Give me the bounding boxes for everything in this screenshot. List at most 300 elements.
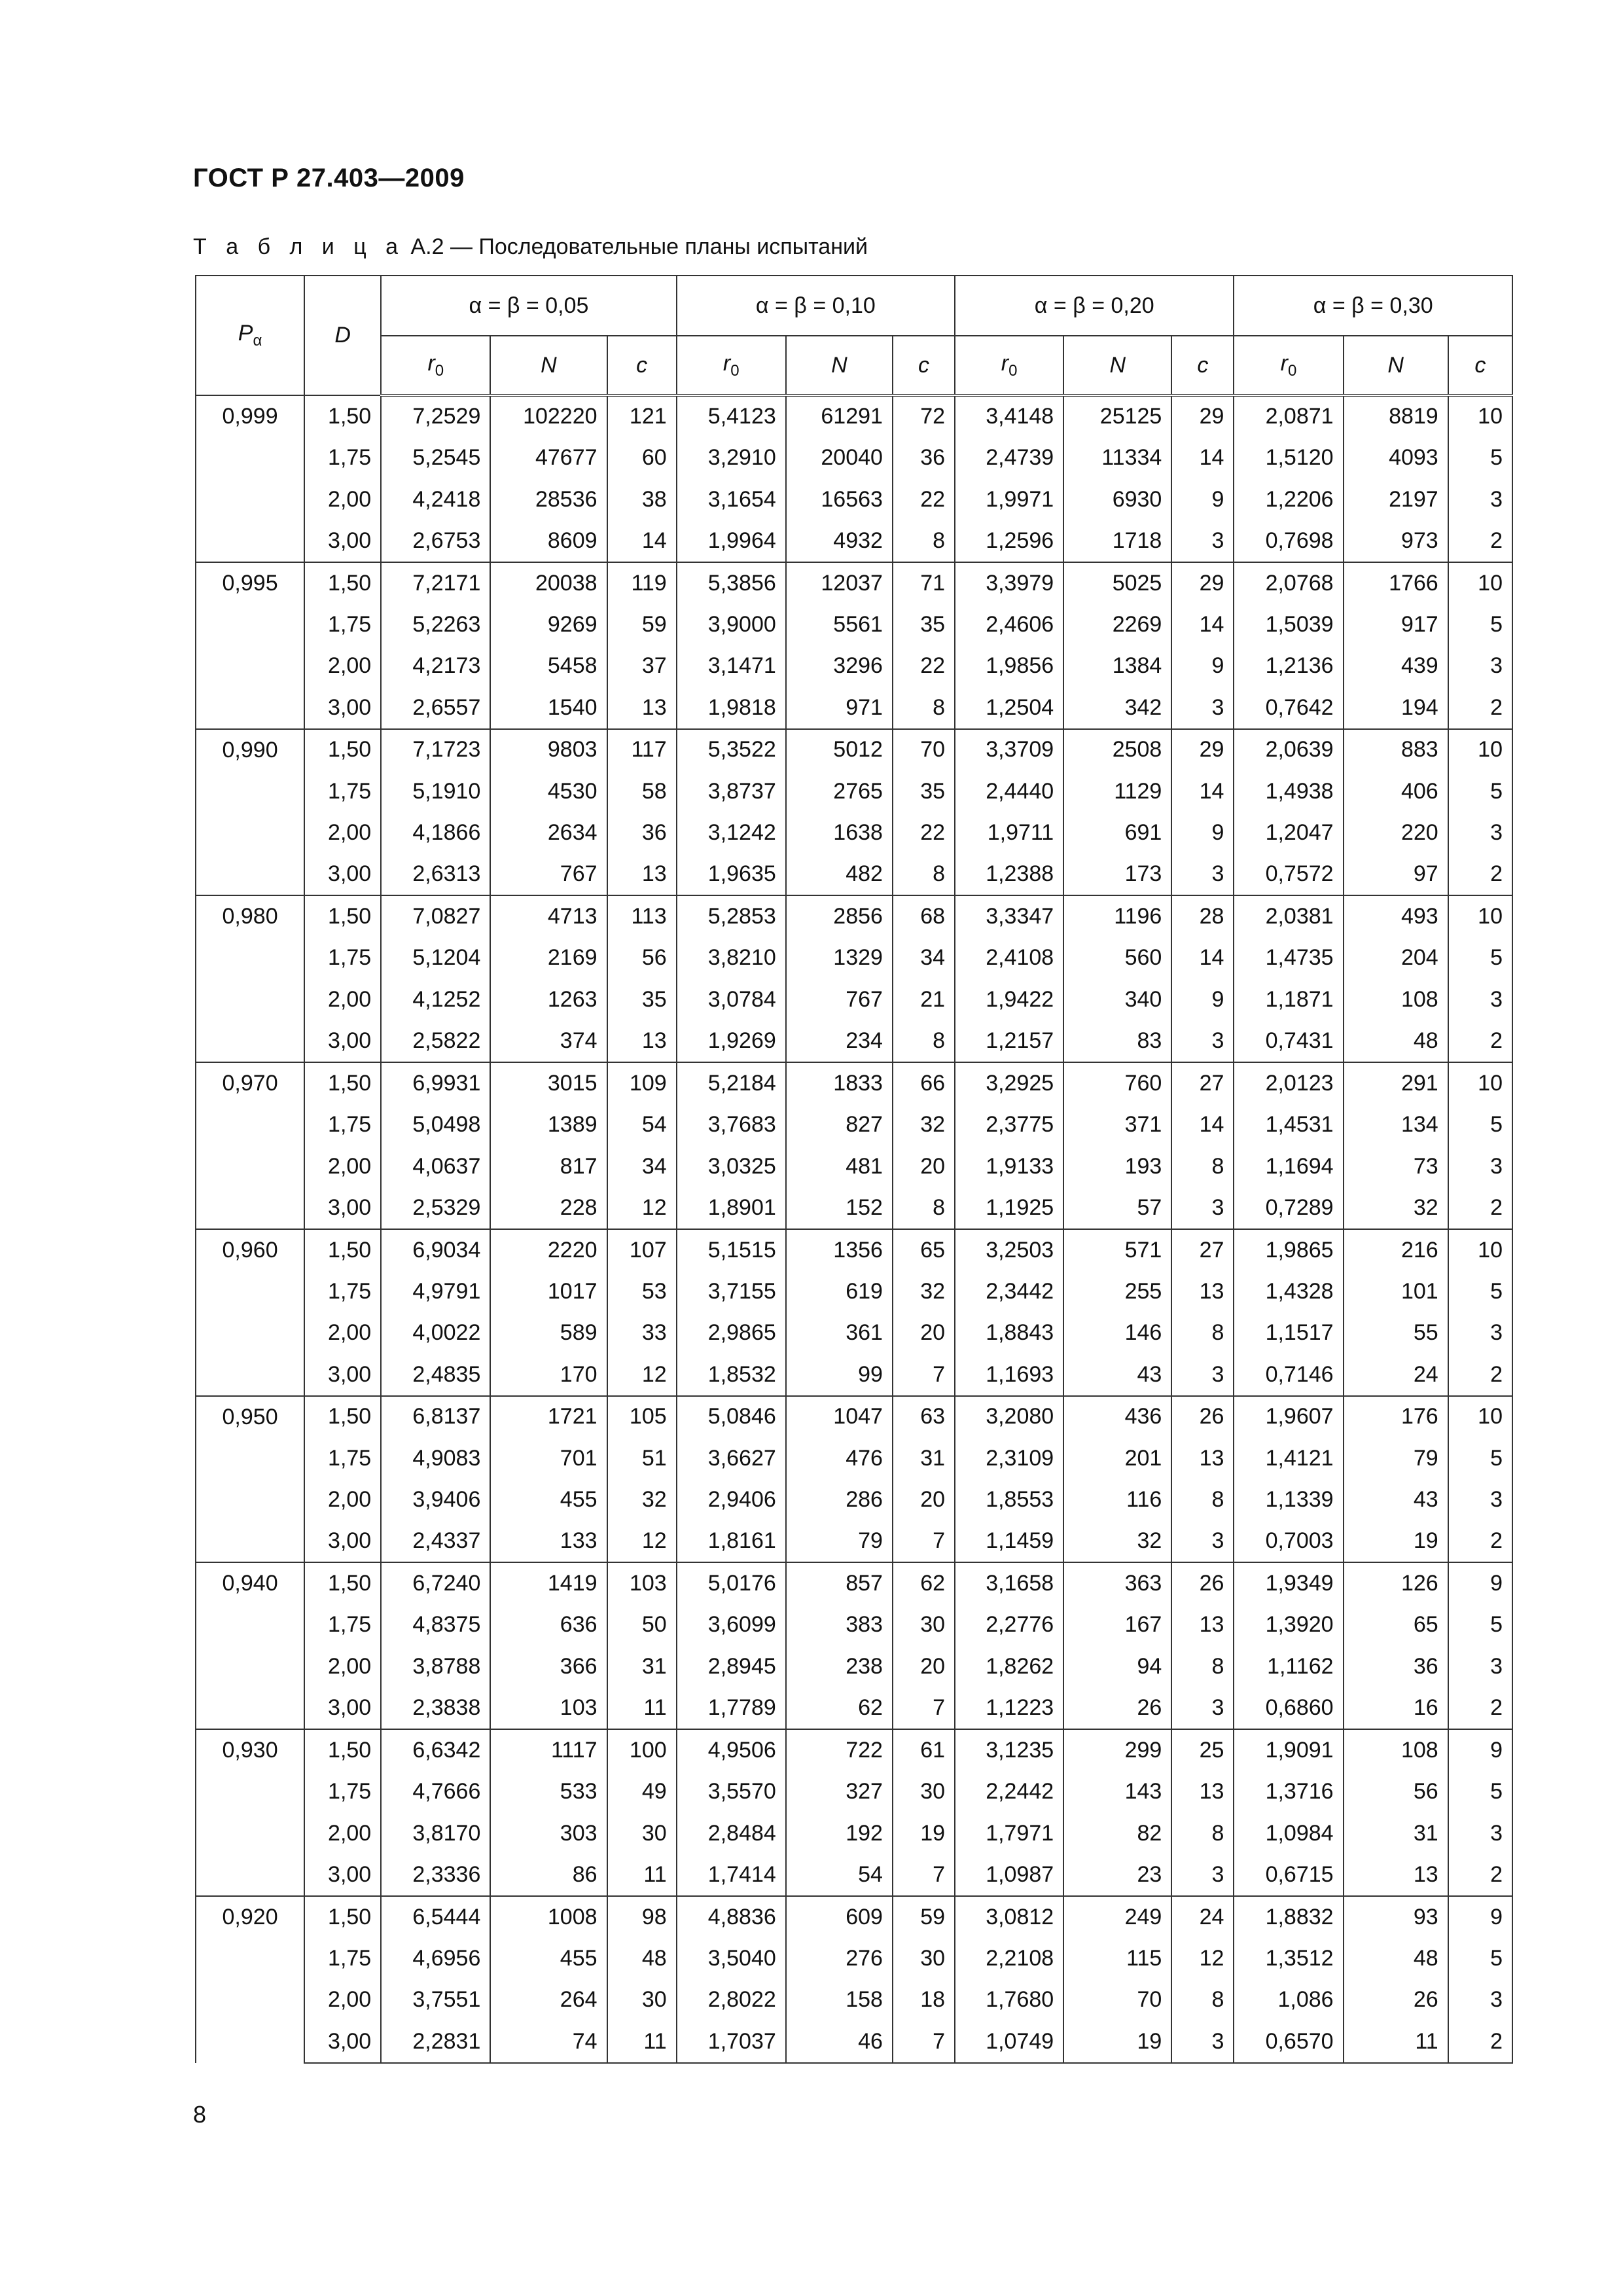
cell-n-030: 134	[1344, 1104, 1448, 1146]
cell-c-005: 107	[607, 1229, 677, 1271]
cell-n-030: 126	[1344, 1562, 1448, 1604]
cell-n-020: 5025	[1063, 562, 1171, 604]
cell-c-005: 33	[607, 1312, 677, 1354]
cell-r0-010: 1,8901	[677, 1187, 786, 1229]
cell-n-005: 9803	[490, 729, 607, 771]
cell-n-005: 20038	[490, 562, 607, 604]
cell-r0-030: 0,7572	[1234, 854, 1343, 896]
cell-d: 1,75	[304, 1104, 381, 1146]
cell-d: 3,00	[304, 1187, 381, 1229]
header-group-005: α = β = 0,05	[381, 276, 676, 336]
cell-r0-010: 3,2910	[677, 437, 786, 479]
cell-r0-020: 1,1925	[955, 1187, 1063, 1229]
cell-r0-010: 3,0325	[677, 1145, 786, 1187]
table-row	[196, 478, 1512, 520]
table-row	[196, 1229, 1512, 1271]
cell-c-005: 100	[607, 1729, 677, 1771]
cell-c-005: 103	[607, 1562, 677, 1604]
cell-c-030: 10	[1448, 1396, 1512, 1438]
table-row	[196, 1854, 1512, 1896]
cell-n-030: 406	[1344, 770, 1448, 812]
cell-c-010: 21	[893, 979, 955, 1021]
cell-c-030: 2	[1448, 520, 1512, 562]
cell-r0-020: 1,1459	[955, 1521, 1063, 1563]
cell-c-005: 38	[607, 478, 677, 520]
cell-c-010: 7	[893, 1854, 955, 1896]
header-r0: $r_0$	[381, 336, 490, 395]
cell-c-030: 3	[1448, 645, 1512, 687]
subheader-row	[196, 336, 1512, 395]
cell-r0-030: 1,1339	[1234, 1479, 1343, 1521]
cell-n-030: 65	[1344, 1604, 1448, 1646]
cell-r0-010: 1,8532	[677, 1354, 786, 1396]
cell-r0-005: 3,9406	[381, 1479, 490, 1521]
cell-r0-020: 1,2157	[955, 1020, 1063, 1062]
cell-c-005: 54	[607, 1104, 677, 1146]
table-row	[196, 1771, 1512, 1813]
table-row	[196, 1312, 1512, 1354]
cell-c-030: 2	[1448, 687, 1512, 729]
cell-r0-010: 5,1515	[677, 1229, 786, 1271]
cell-r0-005: 4,1252	[381, 979, 490, 1021]
cell-c-020: 3	[1171, 1354, 1234, 1396]
cell-n-010: 276	[786, 1937, 893, 1979]
cell-n-010: 481	[786, 1145, 893, 1187]
table-row	[196, 2021, 1512, 2063]
cell-c-030: 9	[1448, 1562, 1512, 1604]
cell-c-020: 12	[1171, 1937, 1234, 1979]
cell-n-010: 158	[786, 1979, 893, 2021]
cell-r0-010: 2,9406	[677, 1479, 786, 1521]
cell-r0-010: 5,0846	[677, 1396, 786, 1438]
cell-c-005: 12	[607, 1354, 677, 1396]
cell-r0-020: 1,8262	[955, 1646, 1063, 1688]
cell-r0-010: 2,8022	[677, 1979, 786, 2021]
cell-r0-005: 2,3336	[381, 1854, 490, 1896]
cell-r0-020: 1,8553	[955, 1479, 1063, 1521]
cell-r0-030: 0,6715	[1234, 1854, 1343, 1896]
cell-c-005: 117	[607, 729, 677, 771]
table-row	[196, 562, 1512, 604]
cell-c-010: 30	[893, 1604, 955, 1646]
cell-pa: 0,940	[196, 1562, 304, 1729]
header-pa: $P_\alpha$	[196, 276, 304, 395]
table-row	[196, 645, 1512, 687]
cell-c-005: 11	[607, 1854, 677, 1896]
cell-r0-030: 2,0871	[1234, 395, 1343, 437]
cell-r0-030: 1,2206	[1234, 478, 1343, 520]
cell-c-010: 8	[893, 520, 955, 562]
cell-c-010: 66	[893, 1062, 955, 1104]
cell-r0-020: 1,7680	[955, 1979, 1063, 2021]
cell-d: 2,00	[304, 812, 381, 854]
cell-c-005: 13	[607, 687, 677, 729]
cell-r0-020: 1,9133	[955, 1145, 1063, 1187]
cell-r0-005: 4,0022	[381, 1312, 490, 1354]
cell-d: 1,75	[304, 770, 381, 812]
table-row	[196, 1521, 1512, 1563]
cell-n-010: 2765	[786, 770, 893, 812]
cell-c-005: 51	[607, 1437, 677, 1479]
cell-n-030: 55	[1344, 1312, 1448, 1354]
cell-n-010: 361	[786, 1312, 893, 1354]
cell-n-020: 116	[1063, 1479, 1171, 1521]
cell-r0-010: 1,7414	[677, 1854, 786, 1896]
cell-c-020: 13	[1171, 1437, 1234, 1479]
cell-n-010: 1356	[786, 1229, 893, 1271]
table-row	[196, 1812, 1512, 1854]
cell-c-010: 65	[893, 1229, 955, 1271]
header-r0: $r_0$	[677, 336, 786, 395]
cell-r0-030: 1,086	[1234, 1979, 1343, 2021]
cell-r0-020: 1,2388	[955, 854, 1063, 896]
cell-c-010: 36	[893, 437, 955, 479]
cell-n-020: 340	[1063, 979, 1171, 1021]
cell-r0-005: 4,6956	[381, 1937, 490, 1979]
cell-n-030: 439	[1344, 645, 1448, 687]
cell-n-030: 32	[1344, 1187, 1448, 1229]
header-group-010: α = β = 0,10	[677, 276, 955, 336]
table-row	[196, 437, 1512, 479]
cell-n-010: 619	[786, 1270, 893, 1312]
table-body	[196, 395, 1512, 2063]
cell-r0-030: 0,7146	[1234, 1354, 1343, 1396]
cell-r0-020: 2,3442	[955, 1270, 1063, 1312]
cell-n-005: 1389	[490, 1104, 607, 1146]
cell-c-010: 20	[893, 1145, 955, 1187]
cell-n-030: 108	[1344, 979, 1448, 1021]
cell-c-020: 13	[1171, 1270, 1234, 1312]
cell-r0-005: 7,2529	[381, 395, 490, 437]
cell-r0-010: 1,9964	[677, 520, 786, 562]
cell-c-030: 3	[1448, 1979, 1512, 2021]
cell-c-005: 32	[607, 1479, 677, 1521]
cell-r0-005: 2,4337	[381, 1521, 490, 1563]
cell-n-030: 883	[1344, 729, 1448, 771]
cell-c-010: 22	[893, 478, 955, 520]
cell-n-030: 11	[1344, 2021, 1448, 2063]
cell-r0-005: 6,9034	[381, 1229, 490, 1271]
cell-r0-005: 5,2545	[381, 437, 490, 479]
cell-n-010: 2856	[786, 895, 893, 937]
cell-n-020: 2508	[1063, 729, 1171, 771]
cell-n-020: 1196	[1063, 895, 1171, 937]
cell-n-030: 493	[1344, 895, 1448, 937]
cell-c-005: 11	[607, 2021, 677, 2063]
cell-r0-020: 1,7971	[955, 1812, 1063, 1854]
cell-c-005: 121	[607, 395, 677, 437]
cell-n-005: 47677	[490, 437, 607, 479]
cell-d: 1,50	[304, 562, 381, 604]
cell-d: 2,00	[304, 1145, 381, 1187]
cell-c-020: 29	[1171, 395, 1234, 437]
cell-n-020: 83	[1063, 1020, 1171, 1062]
cell-c-010: 32	[893, 1104, 955, 1146]
cell-n-020: 94	[1063, 1646, 1171, 1688]
cell-n-005: 1017	[490, 1270, 607, 1312]
cell-c-030: 10	[1448, 729, 1512, 771]
cell-c-030: 3	[1448, 979, 1512, 1021]
cell-c-020: 27	[1171, 1062, 1234, 1104]
cell-r0-005: 3,8170	[381, 1812, 490, 1854]
cell-c-010: 7	[893, 1521, 955, 1563]
cell-c-020: 29	[1171, 562, 1234, 604]
cell-r0-010: 1,9818	[677, 687, 786, 729]
cell-c-005: 35	[607, 979, 677, 1021]
cell-c-010: 22	[893, 812, 955, 854]
cell-n-010: 238	[786, 1646, 893, 1688]
cell-n-005: 303	[490, 1812, 607, 1854]
cell-r0-030: 1,1162	[1234, 1646, 1343, 1688]
cell-c-020: 28	[1171, 895, 1234, 937]
table-caption-prefix: Т а б л и ц а	[193, 234, 405, 259]
cell-c-020: 9	[1171, 645, 1234, 687]
cell-n-020: 560	[1063, 937, 1171, 979]
cell-r0-030: 0,7642	[1234, 687, 1343, 729]
cell-n-030: 220	[1344, 812, 1448, 854]
header-c: c	[607, 336, 677, 395]
cell-pa: 0,990	[196, 729, 304, 896]
cell-r0-005: 2,5329	[381, 1187, 490, 1229]
standard-title: ГОСТ Р 27.403—2009	[193, 164, 465, 192]
cell-c-005: 36	[607, 812, 677, 854]
cell-r0-005: 2,4835	[381, 1354, 490, 1396]
cell-c-020: 9	[1171, 979, 1234, 1021]
cell-r0-020: 3,2080	[955, 1396, 1063, 1438]
cell-r0-030: 1,8832	[1234, 1896, 1343, 1938]
cell-c-005: 14	[607, 520, 677, 562]
table-row	[196, 1270, 1512, 1312]
cell-r0-005: 4,7666	[381, 1771, 490, 1813]
cell-n-010: 857	[786, 1562, 893, 1604]
cell-c-020: 26	[1171, 1562, 1234, 1604]
cell-n-010: 12037	[786, 562, 893, 604]
cell-r0-030: 1,0984	[1234, 1812, 1343, 1854]
cell-n-005: 817	[490, 1145, 607, 1187]
cell-d: 1,75	[304, 937, 381, 979]
cell-n-010: 99	[786, 1354, 893, 1396]
cell-n-030: 13	[1344, 1854, 1448, 1896]
cell-r0-020: 1,9422	[955, 979, 1063, 1021]
cell-c-020: 25	[1171, 1729, 1234, 1771]
cell-r0-020: 1,9711	[955, 812, 1063, 854]
cell-n-030: 16	[1344, 1687, 1448, 1729]
cell-n-010: 234	[786, 1020, 893, 1062]
cell-r0-005: 2,6313	[381, 854, 490, 896]
cell-n-030: 204	[1344, 937, 1448, 979]
cell-n-005: 455	[490, 1479, 607, 1521]
cell-r0-030: 1,4328	[1234, 1270, 1343, 1312]
cell-r0-010: 5,3522	[677, 729, 786, 771]
cell-c-005: 13	[607, 854, 677, 896]
cell-r0-005: 2,5822	[381, 1020, 490, 1062]
cell-n-030: 56	[1344, 1771, 1448, 1813]
cell-n-005: 1008	[490, 1896, 607, 1938]
cell-r0-010: 3,9000	[677, 603, 786, 645]
cell-n-005: 86	[490, 1854, 607, 1896]
cell-c-030: 3	[1448, 1145, 1512, 1187]
cell-c-020: 8	[1171, 1312, 1234, 1354]
cell-r0-010: 1,9635	[677, 854, 786, 896]
cell-d: 3,00	[304, 1687, 381, 1729]
table-row	[196, 1979, 1512, 2021]
cell-n-020: 249	[1063, 1896, 1171, 1938]
cell-c-020: 9	[1171, 478, 1234, 520]
cell-n-005: 533	[490, 1771, 607, 1813]
cell-r0-020: 2,4739	[955, 437, 1063, 479]
page-number: 8	[193, 2101, 207, 2128]
cell-n-005: 170	[490, 1354, 607, 1396]
cell-c-030: 5	[1448, 1771, 1512, 1813]
cell-c-020: 3	[1171, 520, 1234, 562]
cell-n-030: 8819	[1344, 395, 1448, 437]
header-n: N	[490, 336, 607, 395]
cell-r0-020: 3,3709	[955, 729, 1063, 771]
cell-d: 2,00	[304, 478, 381, 520]
cell-n-030: 291	[1344, 1062, 1448, 1104]
cell-r0-030: 1,9865	[1234, 1229, 1343, 1271]
cell-n-010: 327	[786, 1771, 893, 1813]
table-row	[196, 687, 1512, 729]
cell-c-030: 5	[1448, 770, 1512, 812]
cell-n-005: 366	[490, 1646, 607, 1688]
cell-r0-005: 4,0637	[381, 1145, 490, 1187]
cell-c-010: 59	[893, 1896, 955, 1938]
cell-n-005: 9269	[490, 603, 607, 645]
cell-c-005: 48	[607, 1937, 677, 1979]
cell-d: 3,00	[304, 1020, 381, 1062]
cell-n-020: 371	[1063, 1104, 1171, 1146]
cell-c-030: 3	[1448, 478, 1512, 520]
cell-c-010: 8	[893, 687, 955, 729]
cell-r0-030: 1,9607	[1234, 1396, 1343, 1438]
cell-r0-005: 2,3838	[381, 1687, 490, 1729]
table-row	[196, 770, 1512, 812]
cell-n-020: 201	[1063, 1437, 1171, 1479]
cell-r0-030: 2,0123	[1234, 1062, 1343, 1104]
cell-n-005: 455	[490, 1937, 607, 1979]
cell-c-030: 2	[1448, 854, 1512, 896]
cell-c-005: 113	[607, 895, 677, 937]
cell-n-005: 133	[490, 1521, 607, 1563]
cell-r0-010: 5,2184	[677, 1062, 786, 1104]
header-group-020: α = β = 0,20	[955, 276, 1234, 336]
cell-n-020: 146	[1063, 1312, 1171, 1354]
cell-r0-030: 1,4121	[1234, 1437, 1343, 1479]
cell-r0-005: 2,6557	[381, 687, 490, 729]
cell-r0-030: 0,7431	[1234, 1020, 1343, 1062]
table-row	[196, 1062, 1512, 1104]
cell-r0-020: 1,1693	[955, 1354, 1063, 1396]
cell-c-030: 5	[1448, 603, 1512, 645]
cell-n-020: 115	[1063, 1937, 1171, 1979]
cell-c-030: 3	[1448, 1312, 1512, 1354]
cell-n-010: 79	[786, 1521, 893, 1563]
cell-c-020: 14	[1171, 937, 1234, 979]
cell-r0-005: 4,1866	[381, 812, 490, 854]
cell-n-005: 636	[490, 1604, 607, 1646]
cell-c-010: 8	[893, 1020, 955, 1062]
table-row	[196, 1937, 1512, 1979]
cell-c-020: 29	[1171, 729, 1234, 771]
cell-c-030: 5	[1448, 1604, 1512, 1646]
cell-c-030: 5	[1448, 1270, 1512, 1312]
table-row	[196, 1020, 1512, 1062]
cell-n-020: 571	[1063, 1229, 1171, 1271]
cell-c-010: 20	[893, 1312, 955, 1354]
cell-c-010: 72	[893, 395, 955, 437]
cell-n-005: 264	[490, 1979, 607, 2021]
cell-r0-030: 1,1694	[1234, 1145, 1343, 1187]
cell-r0-030: 1,4531	[1234, 1104, 1343, 1146]
cell-c-030: 2	[1448, 1521, 1512, 1563]
cell-d: 3,00	[304, 520, 381, 562]
cell-r0-020: 1,0749	[955, 2021, 1063, 2063]
cell-c-020: 14	[1171, 437, 1234, 479]
cell-r0-005: 7,2171	[381, 562, 490, 604]
cell-r0-010: 2,8484	[677, 1812, 786, 1854]
header-group-030: α = β = 0,30	[1234, 276, 1512, 336]
cell-r0-030: 0,7289	[1234, 1187, 1343, 1229]
table-row	[196, 395, 1512, 437]
cell-c-010: 22	[893, 645, 955, 687]
cell-c-005: 59	[607, 603, 677, 645]
cell-n-030: 48	[1344, 1937, 1448, 1979]
table-row	[196, 1396, 1512, 1438]
cell-c-020: 3	[1171, 1187, 1234, 1229]
cell-c-030: 3	[1448, 1479, 1512, 1521]
cell-n-030: 97	[1344, 854, 1448, 896]
cell-r0-020: 1,8843	[955, 1312, 1063, 1354]
cell-c-005: 50	[607, 1604, 677, 1646]
cell-r0-005: 2,2831	[381, 2021, 490, 2063]
cell-d: 3,00	[304, 1354, 381, 1396]
cell-c-010: 30	[893, 1771, 955, 1813]
cell-r0-030: 1,1517	[1234, 1312, 1343, 1354]
cell-n-030: 1766	[1344, 562, 1448, 604]
cell-c-020: 8	[1171, 1979, 1234, 2021]
cell-n-030: 108	[1344, 1729, 1448, 1771]
cell-pa: 0,950	[196, 1396, 304, 1563]
table-row	[196, 1646, 1512, 1688]
cell-n-010: 1638	[786, 812, 893, 854]
cell-d: 2,00	[304, 1812, 381, 1854]
cell-n-005: 102220	[490, 395, 607, 437]
cell-r0-010: 5,4123	[677, 395, 786, 437]
cell-r0-005: 5,2263	[381, 603, 490, 645]
cell-c-020: 3	[1171, 687, 1234, 729]
cell-n-005: 228	[490, 1187, 607, 1229]
cell-c-030: 5	[1448, 437, 1512, 479]
cell-c-030: 2	[1448, 1020, 1512, 1062]
cell-c-005: 109	[607, 1062, 677, 1104]
table-row	[196, 1187, 1512, 1229]
cell-c-010: 8	[893, 854, 955, 896]
cell-c-030: 2	[1448, 1187, 1512, 1229]
cell-r0-005: 5,1910	[381, 770, 490, 812]
cell-n-010: 152	[786, 1187, 893, 1229]
cell-d: 3,00	[304, 687, 381, 729]
cell-c-005: 12	[607, 1187, 677, 1229]
cell-r0-005: 7,1723	[381, 729, 490, 771]
cell-c-005: 12	[607, 1521, 677, 1563]
cell-n-020: 691	[1063, 812, 1171, 854]
cell-c-030: 10	[1448, 562, 1512, 604]
cell-n-010: 767	[786, 979, 893, 1021]
cell-r0-020: 3,2503	[955, 1229, 1063, 1271]
cell-n-010: 609	[786, 1896, 893, 1938]
cell-r0-005: 6,9931	[381, 1062, 490, 1104]
